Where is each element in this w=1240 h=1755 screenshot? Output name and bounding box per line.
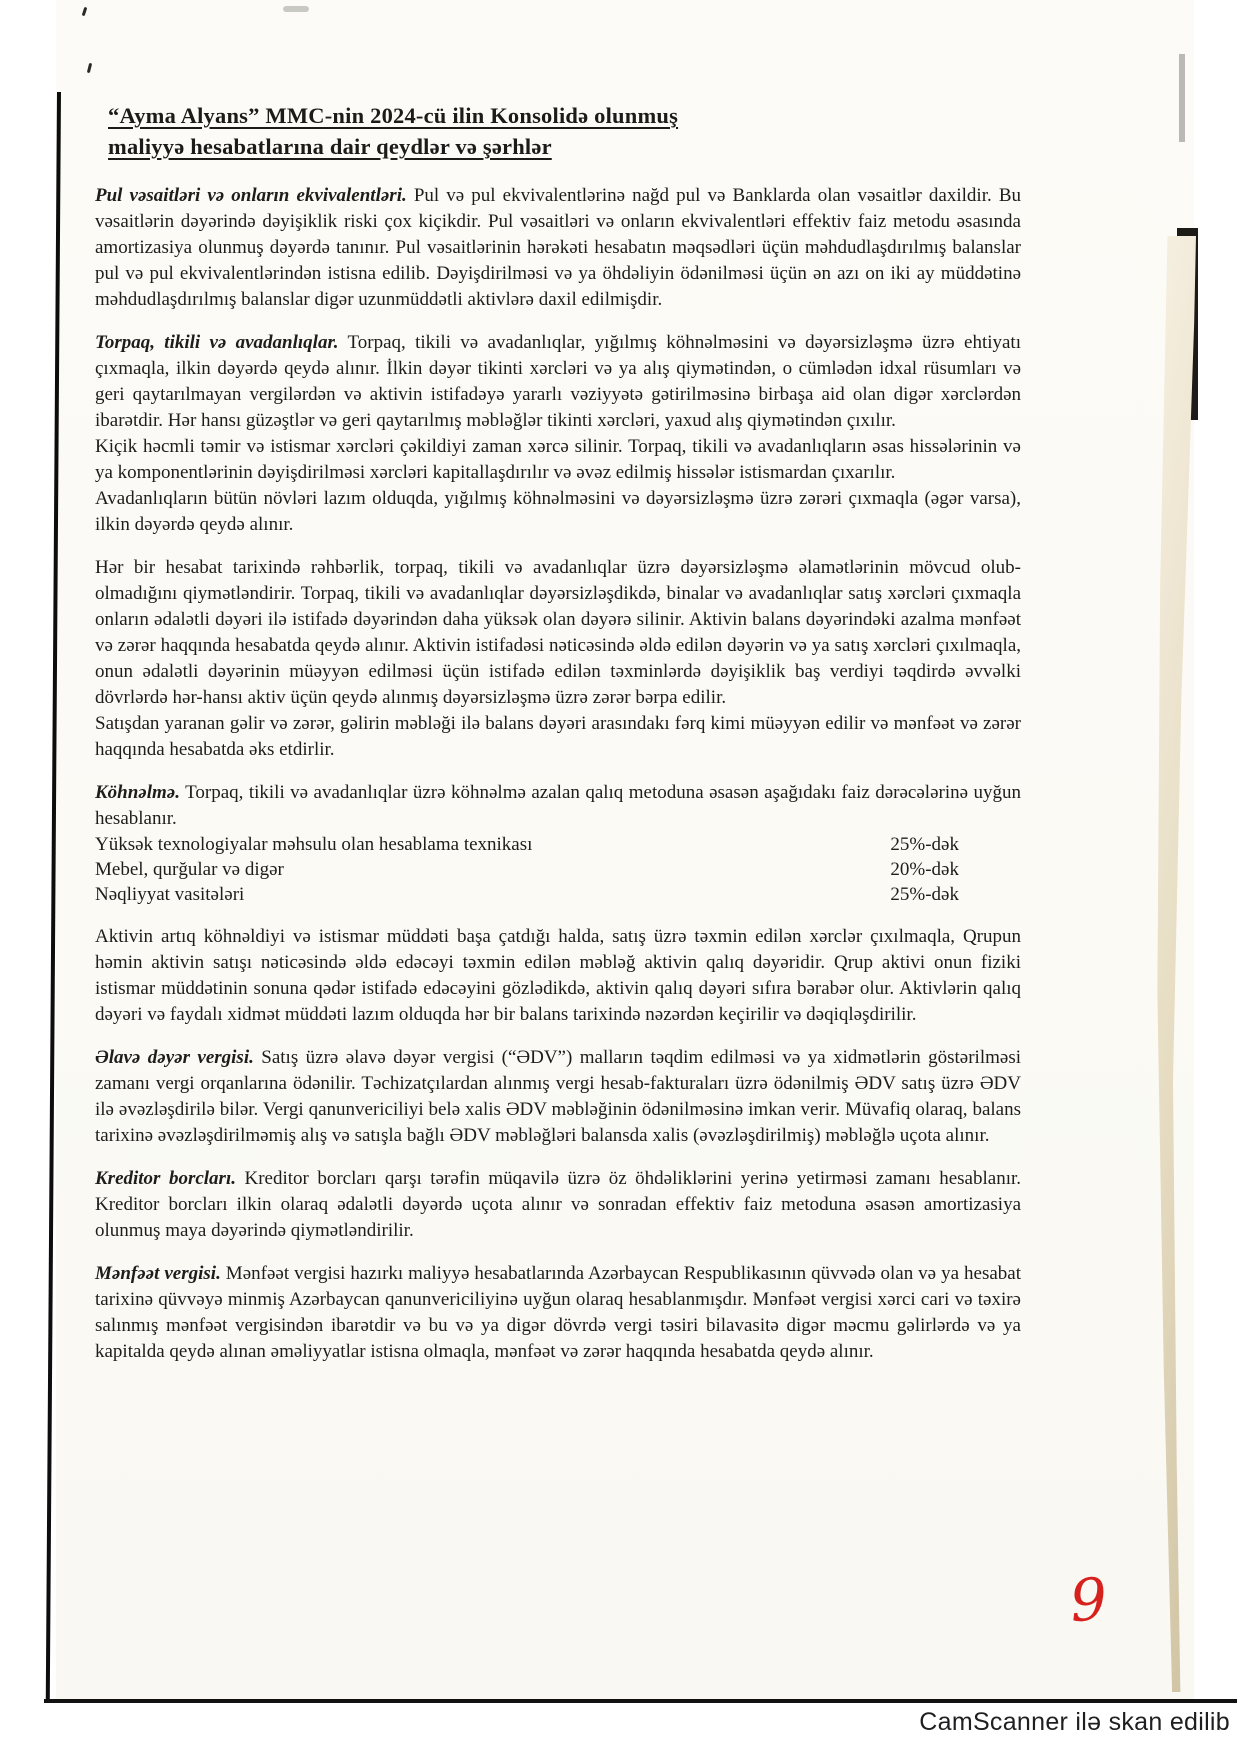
paragraph-lead: Kreditor borcları. [95, 1168, 236, 1189]
depreciation-category: Yüksək texnologiyalar məhsulu olan hesablama texnikası [95, 834, 533, 855]
paragraph-text: Hər bir hesabat tarixində rəhbərlik, torpaq, tikili və avadanlıqlar üzrə dəyərsizləşmə əlamətlərinin mövcud olub-olmadığını qiymətləndirir. Torpaq, tikili və avadanlıqlar dəyərsizləşdikdə, binalar və avadanlıqlar satış xərcləri çıxmaqla onların ədalətli dəyəri ilə istifadə dəyərindən daha yüksək olan dəyərə silinir. Aktivin balans dəyərindəki azalma mənfəət və zərər haqqında hesabatda qeydə alınır. Aktivin istifadəsi nəticəsində əldə edilən dəyərin və ya satış xərcləri çıxılmaqla, onun ədalətli dəyərinin müəyyən edilməsi üçün istifadə edilən təxminlərdə dəyişiklik baş verdiyi təqdirdə əvvəlki dövrlərdə hər-hansı aktiv üçün qeydə alınmış dəyərsizləşmə üzrə zərər bərpa edilir. [95, 557, 1021, 708]
paragraph-lead: Köhnəlmə. [95, 782, 180, 803]
depreciation-rate: 25%-dək [890, 884, 959, 905]
depreciation-rate: 25%-dək [890, 834, 959, 855]
scan-edge-bottom [44, 1699, 1237, 1703]
paragraph-lead: Mənfəət vergisi. [95, 1263, 221, 1284]
paragraph-text: Torpaq, tikili və avadanlıqlar üzrə köhnəlmə azalan qalıq metoduna əsasən aşağıdakı faiz dərəcələrinə uyğun hesablanır. [95, 782, 1021, 829]
paragraph-text: Aktivin artıq köhnəldiyi və istismar müddəti başa çatdığı halda, satış üzrə təxmin edilən xərclər çıxılmaqla, Qrupun həmin aktivin satışı nəticəsində əldə edəcəyi təxmin edilən məbləğ aktivin qalıq dəyəridir. Qrup aktivi onun fiziki istismar müddətinin sonuna qədər istifadə edəcəyini gözlədikdə, aktivin qalıq dəyəri sıfıra bərabər olur. Aktivlərin qalıq dəyəri və faydalı xidmət müddəti lazım olduqda hər bir balans tarixində nəzərdən keçirilir və dəqiqləşdirilir. [95, 926, 1021, 1025]
paragraph-text: Kiçik həcmli təmir və istismar xərcləri çəkildiyi zaman xərcə silinir. Torpaq, tikili və avadanlıqların əsas hissələrinin və ya komponentlərinin dəyişdirilməsi xərcləri kapitallaşdırılır və əvəz edilmiş hissələr istismardan çıxarılır. [95, 436, 1021, 483]
scan-edge-right-gray [1179, 54, 1185, 142]
document-body [95, 183, 1021, 1365]
paragraph [95, 1261, 1021, 1365]
depreciation-category: Nəqliyyat vasitələri [95, 884, 245, 905]
paragraph-text: Satış üzrə əlavə dəyər vergisi (“ƏDV”) malların təqdim edilməsi və ya xidmətlərin göstərilməsi zamanı vergi orqanlarına ödənilir. Təchizatçılardan alınmış vergi hesab-fakturaları üzrə ödənilmiş ƏDV satış üzrə ƏDV ilə əvəzləşdirilə bilər. Vergi qanunvericiliyi belə xalis ƏDV məbləğinin ödənilməsinə imkan verir. Müvafiq olaraq, balans tarixinə əvəzləşdirilməmiş alış və satışla bağlı ƏDV məbləğləri balansda xalis (əvəzləşdirilmiş) məbləğlə uçota alınır. [95, 1047, 1021, 1146]
document-title [108, 100, 1068, 162]
paragraph [95, 924, 1021, 1028]
scan-smudge [283, 6, 309, 12]
paragraph [95, 330, 1021, 434]
paragraph-text: Pul və pul ekvivalentlərinə nağd pul və Banklarda olan vəsaitlər daxildir. Bu vəsaitlərin dəyərində dəyişiklik riski çox kiçikdir. Pul vəsaitləri və onların ekvivalentləri effektiv faiz metodu əsasında amortizasiya olunmuş dəyərdə tanınır. Pul vəsaitlərinin hərəkəti hesabatın məqsədləri üçün məhdudlaşdırılmış balanslar pul və pul ekvivalentlərindən istisna edilib. Dəyişdirilməsi və ya öhdəliyin ödənilməsi üçün ən azı on iki ay müddətinə məhdudlaşdırılmış balanslar digər uzunmüddətli aktivlərə daxil edilmişdir. [95, 185, 1021, 310]
paragraph [95, 434, 1021, 486]
document-title-line-1: “Ayma Alyans” MMC-nin 2024-cü ilin Konsolidə olunmuş [108, 103, 679, 128]
paragraph [95, 1166, 1021, 1244]
paragraph [95, 780, 1021, 832]
camscanner-footer [730, 1708, 1230, 1737]
depreciation-row [95, 832, 1021, 857]
depreciation-category: Mebel, qurğular və digər [95, 859, 284, 880]
depreciation-row [95, 857, 1021, 882]
paragraph-lead: Torpaq, tikili və avadanlıqlar. [95, 332, 339, 353]
paragraph-text: Mənfəət vergisi hazırkı maliyyə hesabatlarında Azərbaycan Respublikasının qüvvədə olan və ya hesabat tarixinə qüvvəyə minmiş Azərbaycan qanunvericiliyinə uyğun olaraq hesablanmışdır. Mənfəət vergisi xərci cari və təxirə salınmış mənfəət vergisindən ibarətdir və bu və ya digər dövrdə vergi təsiri bilavasitə digər məcmu gəlirlərdə və ya kapitalda qeydə alınan əməliyyatlar istisna olmaqla, mənfəət və zərər haqqında hesabatda qeydə alınır. [95, 1263, 1021, 1362]
paragraph-text: Avadanlıqların bütün növləri lazım olduqda, yığılmış köhnəlməsini və dəyərsizləşmə üzrə zərəri çıxmaqla (əgər varsa), ilkin dəyərdə qeydə alınır. [95, 488, 1021, 535]
paragraph-text: Torpaq, tikili və avadanlıqlar, yığılmış köhnəlməsini və dəyərsizləşmə üzrə ehtiyatı çıxmaqla, ilkin dəyərdə qeydə alınır. İlkin dəyər tikinti xərcləri və ya alış qiymətindən, o cümlədən idxal rüsumları və geri qaytarılmayan vergilərdən və aktivin istifadəyə yararlı vəziyyətə gətirilməsinə birbaşa aid olan digər xərclərdən ibarətdir. Hər hansı güzəştlər və geri qaytarılmış məbləğlər tikinti xərcləri, yaxud alış qiymətindən çıxılır. [95, 332, 1021, 431]
paragraph-text: Kreditor borcları qarşı tərəfin müqavilə üzrə öz öhdəliklərini yerinə yetirməsi zamanı hesablanır. Kreditor borcları ilkin olaraq ədalətli dəyərdə uçota alınır və sonradan effektiv faiz metoduna əsasən amortizasiya olunmuş maya dəyərində qiymətləndirilir. [95, 1168, 1022, 1241]
paragraph-lead: Pul vəsaitləri və onların ekvivalentləri. [95, 185, 407, 206]
paragraph [95, 711, 1021, 763]
depreciation-rate: 20%-dək [890, 859, 959, 880]
document-title-line-2: maliyyə hesabatlarına dair qeydlər və şərhlər [108, 134, 552, 159]
depreciation-table [95, 832, 1021, 907]
paragraph [95, 183, 1021, 313]
paragraph [95, 1045, 1021, 1149]
camscanner-footer-text: CamScanner ilə skan edilib [919, 1708, 1230, 1736]
paragraph [95, 486, 1021, 538]
paragraph-lead: Əlavə dəyər vergisi. [95, 1047, 254, 1068]
handwritten-page-number: 9 [1067, 1564, 1110, 1636]
paragraph [95, 555, 1021, 711]
depreciation-row [95, 882, 1021, 907]
paragraph-text: Satışdan yaranan gəlir və zərər, gəlirin məbləği ilə balans dəyəri arasındakı fərq kimi müəyyən edilir və mənfəət və zərər haqqında hesabatda əks etdirlir. [95, 713, 1021, 760]
